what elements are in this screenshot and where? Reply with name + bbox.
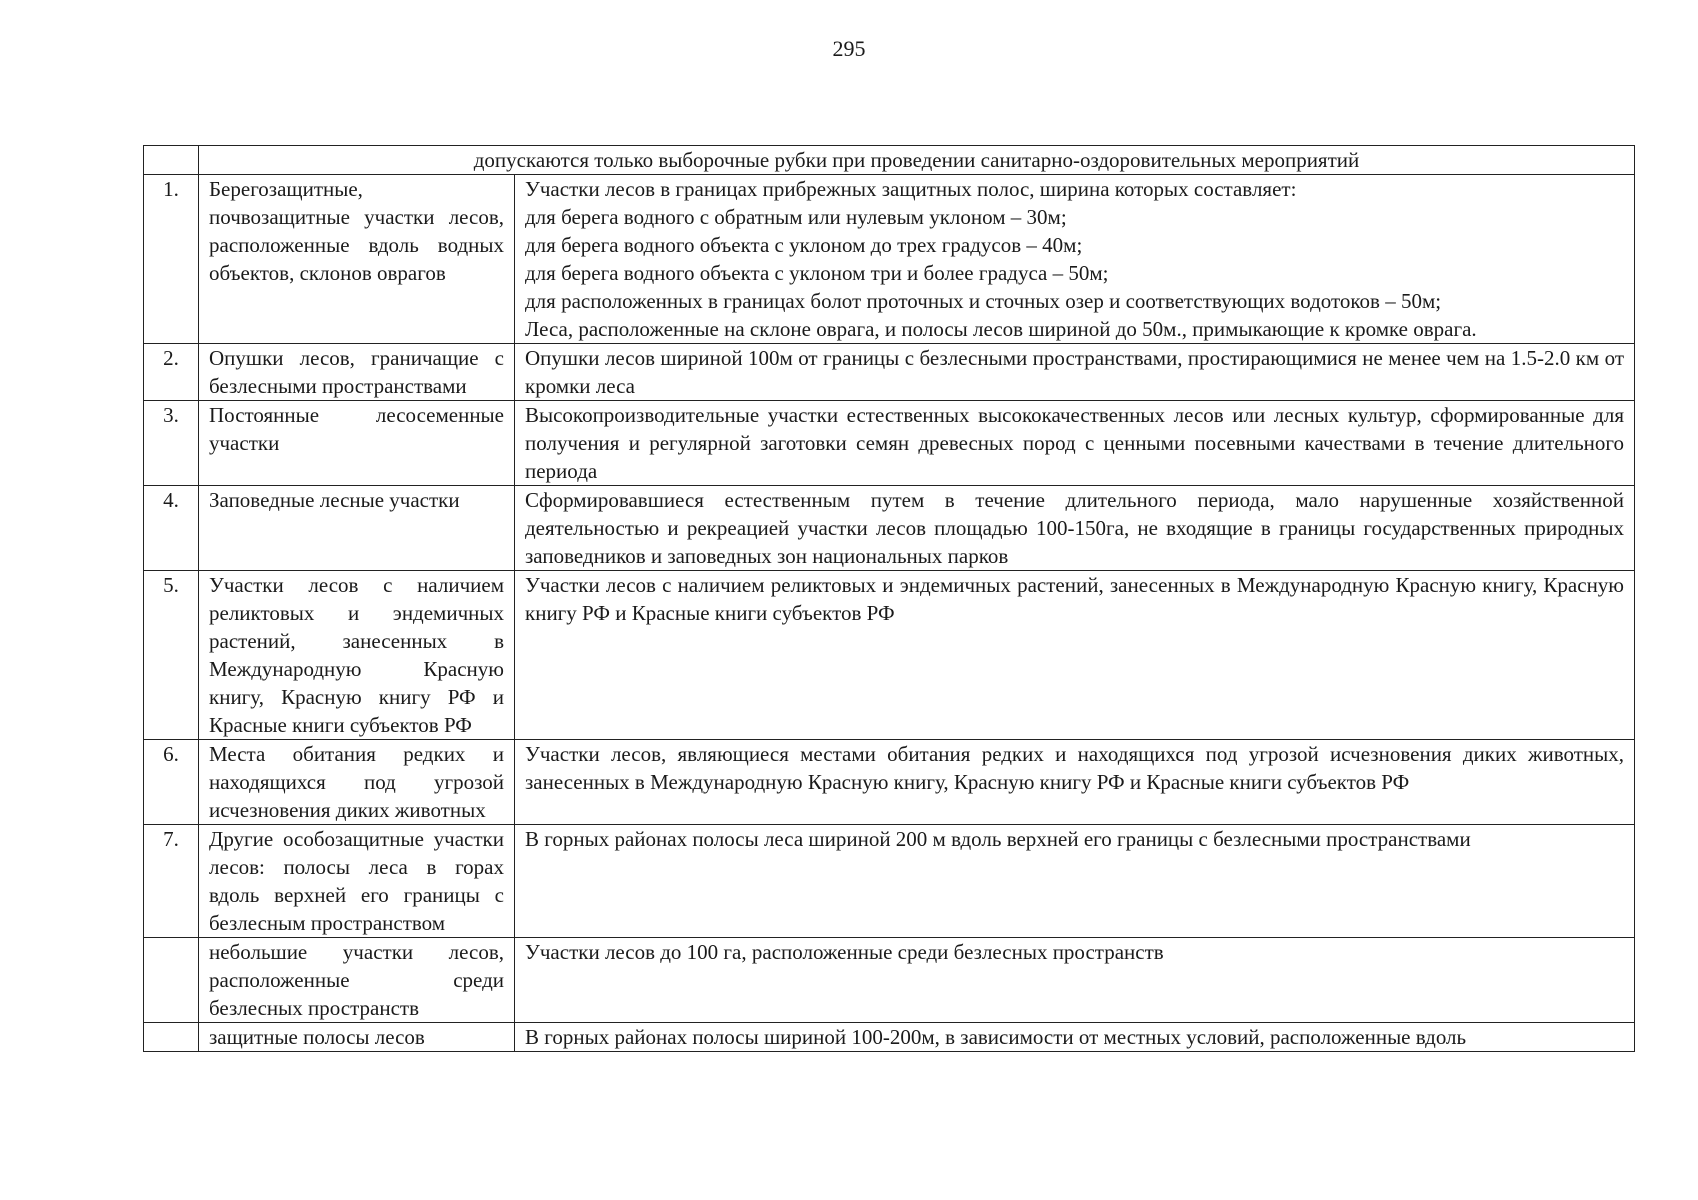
row-number: 4. xyxy=(144,486,199,571)
description-line: Участки лесов в границах прибрежных защитных полос, ширина которых составляет: xyxy=(525,177,1297,201)
row-description: Участки лесов с наличием реликтовых и эндемичных растений, занесенных в Международную Красную книгу, Красную книгу РФ и Красные книги субъектов РФ xyxy=(515,571,1635,740)
row-number: 6. xyxy=(144,740,199,825)
row-category: Участки лесов с наличием реликтовых и эндемичных растений, занесенных в Международную Красную книгу, Красную книгу РФ и Красные книги субъектов РФ xyxy=(199,571,515,740)
description-line: для берега водного объекта с уклоном до трех градусов – 40м; xyxy=(525,233,1083,257)
table-row xyxy=(144,938,1635,1023)
table-row xyxy=(144,571,1635,740)
row-description xyxy=(515,175,1635,344)
row-description: Участки лесов, являющиеся местами обитания редких и находящихся под угрозой исчезновения диких животных, занесенных в Международную Красную книгу, Красную книгу РФ и Красные книги субъектов РФ xyxy=(515,740,1635,825)
page-number: 295 xyxy=(832,36,866,61)
row-description: Опушки лесов шириной 100м от границы с безлесными пространствами, простирающимися не менее чем на 1.5-2.0 км от кромки леса xyxy=(515,344,1635,401)
row-description: Сформировавшиеся естественным путем в течение длительного периода, мало нарушенные хозяйственной деятельностью и рекреацией участки лесов площадью 100-150га, не входящие в границы государственных природных заповедников и заповедных зон национальных парков xyxy=(515,486,1635,571)
header-empty-cell xyxy=(144,146,199,175)
table-row xyxy=(144,401,1635,486)
table-row xyxy=(144,486,1635,571)
row-category: небольшие участки лесов, расположенные среди безлесных пространств xyxy=(199,938,515,1023)
row-number xyxy=(144,1023,199,1052)
description-line: для берега водного с обратным или нулевым уклоном – 30м; xyxy=(525,205,1067,229)
row-number: 1. xyxy=(144,175,199,344)
table-header-text: допускаются только выборочные рубки при проведении санитарно-оздоровительных мероприятий xyxy=(199,146,1635,175)
row-number: 7. xyxy=(144,825,199,938)
table-row xyxy=(144,1023,1635,1052)
table-header-row xyxy=(144,146,1635,175)
row-category: защитные полосы лесов xyxy=(199,1023,515,1052)
row-number: 5. xyxy=(144,571,199,740)
table-row xyxy=(144,740,1635,825)
row-number: 3. xyxy=(144,401,199,486)
protective-forests-table xyxy=(143,145,1635,1052)
description-line: Леса, расположенные на склоне оврага, и полосы лесов шириной до 50м., примыкающие к кромке оврага. xyxy=(525,317,1477,341)
row-category: Места обитания редких и находящихся под угрозой исчезновения диких животных xyxy=(199,740,515,825)
row-number xyxy=(144,938,199,1023)
description-line: для расположенных в границах болот проточных и сточных озер и соответствующих водотоков – 50м; xyxy=(525,289,1442,313)
row-category: Заповедные лесные участки xyxy=(199,486,515,571)
row-category: Берегозащитные, почвозащитные участки лесов, расположенные вдоль водных объектов, склонов оврагов xyxy=(199,175,515,344)
table-row xyxy=(144,175,1635,344)
row-description: Участки лесов до 100 га, расположенные среди безлесных пространств xyxy=(515,938,1635,1023)
row-description: В горных районах полосы шириной 100-200м, в зависимости от местных условий, расположенные вдоль xyxy=(515,1023,1635,1052)
row-category: Другие особозащитные участки лесов: полосы леса в горах вдоль верхней его границы с безлесным пространством xyxy=(199,825,515,938)
row-description: В горных районах полосы леса шириной 200 м вдоль верхней его границы с безлесными пространствами xyxy=(515,825,1635,938)
row-category: Постоянные лесосеменные участки xyxy=(199,401,515,486)
row-number: 2. xyxy=(144,344,199,401)
row-description: Высокопроизводительные участки естественных высококачественных лесов или лесных культур, сформированные для получения и регулярной заготовки семян древесных пород с ценными посевными качествами в течение длительного периода xyxy=(515,401,1635,486)
table-row xyxy=(144,344,1635,401)
row-category: Опушки лесов, граничащие с безлесными пространствами xyxy=(199,344,515,401)
table-row xyxy=(144,825,1635,938)
description-line: для берега водного объекта с уклоном три и более градуса – 50м; xyxy=(525,261,1109,285)
